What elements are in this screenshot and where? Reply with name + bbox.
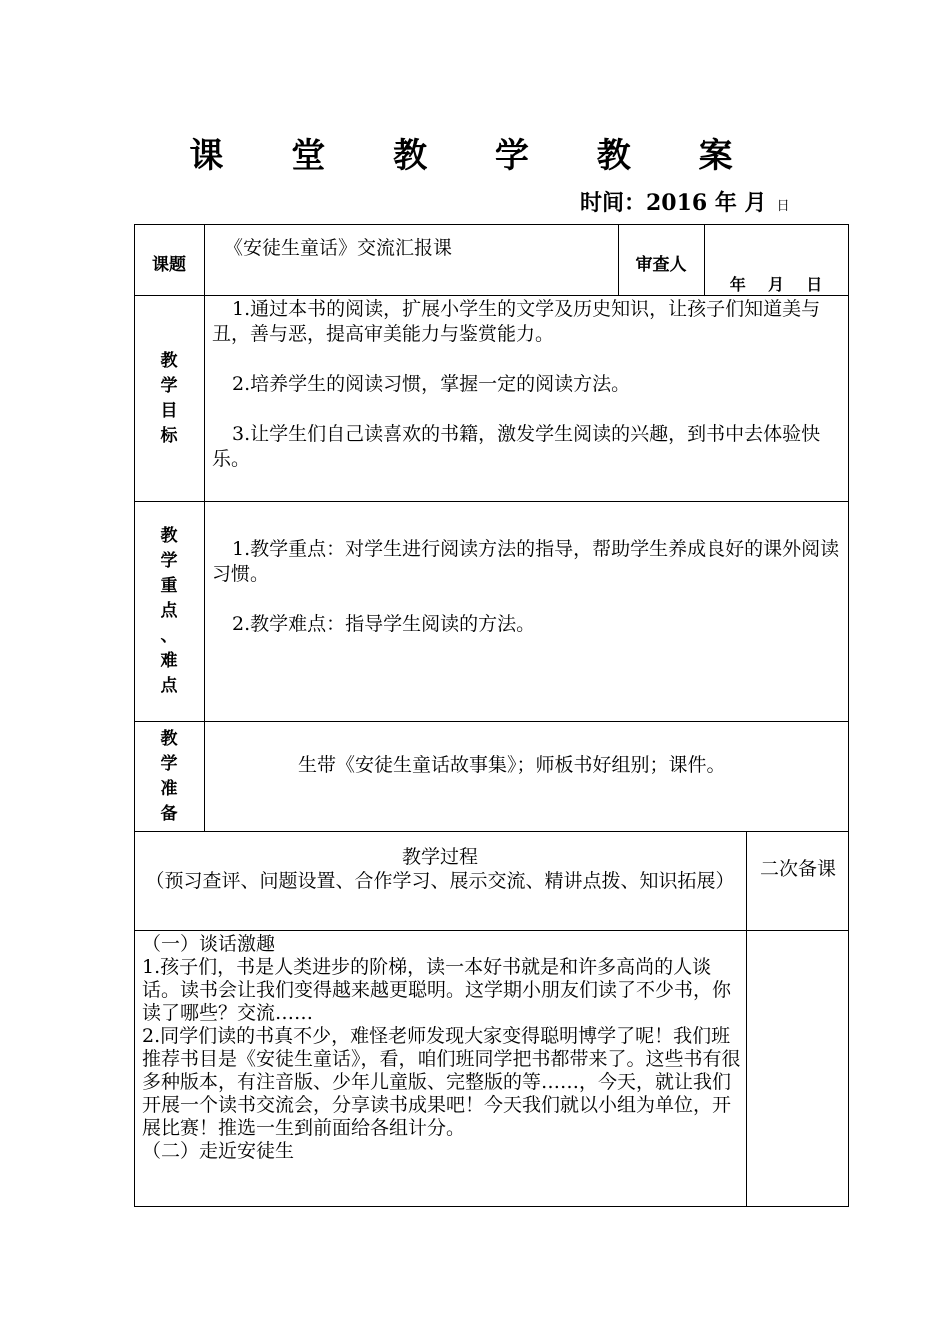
prep-text: 生带《安徒生童话故事集》；师板书好组别；课件。 [298,754,726,776]
goals-label-char: 标 [160,426,178,446]
row-divider [134,501,849,502]
prep-label-char: 备 [160,804,178,824]
table-border-bottom [134,1206,849,1207]
review-date: 年 月 日 [729,275,823,294]
row-divider [134,930,849,931]
keypoint-item: 1.教学重点：对学生进行阅读方法的指导，帮助学生养成良好的课外阅读习惯。 [212,538,840,585]
second-prep-label: 二次备课 [760,858,837,880]
process-line: 1.孩子们，书是人类进步的阶梯，读一本好书就是和许多高尚的人谈话。读书会让我们变得越来越更聪明。这学期小朋友们读了不少书，你读了哪些？交流…… [142,956,732,1024]
keypoints-label-char: 教 [160,526,178,546]
keypoint-item: 2.教学难点：指导学生阅读的方法。 [232,613,536,635]
process-line: （二）走近安徒生 [142,1140,295,1162]
keypoints-label-char: 学 [160,551,178,571]
process-title [138,845,742,893]
goals-label [134,349,204,449]
process-line: 2.同学们读的书真不少，难怪老师发现大家变得聪明博学了呢！我们班推荐书目是《安徒生童话》，看，咱们班同学把书都带来了。这些书有很多种版本，有注音版、少年儿童版、完整版的等……，今天，就让我们开展一个读书交流会，分享读书成果吧！今天我们就以小组为单位，开展比赛！推选一生到前面给各组计分。 [142,1025,741,1139]
label-column-divider [204,224,205,832]
topic-label: 课题 [152,255,186,275]
keypoints-content [212,537,842,637]
keypoints-label-char: 点 [160,676,178,696]
goal-item: 3.让学生们自己读喜欢的书籍，激发学生阅读的兴趣，到书中去体验快乐。 [212,423,821,470]
prep-label-char: 准 [160,779,178,799]
date-line [580,186,790,217]
table-border-right [848,224,849,1207]
table-border-top [134,224,849,225]
process-line: （一）谈话激趣 [142,933,276,955]
goals-content [212,297,842,472]
keypoints-label-char: 难 [160,651,178,671]
keypoints-label-char: 、 [160,626,178,646]
goals-label-char: 目 [160,401,178,421]
process-title-line2: （预习查评、问题设置、合作学习、展示交流、精讲点拨、知识拓展） [145,870,735,892]
date-day: 日 [776,199,790,214]
row-divider [134,295,849,296]
keypoints-label-char: 重 [160,576,178,596]
goal-item: 1.通过本书的阅读，扩展小学生的文学及历史知识，让孩子们知道美与丑，善与恶，提高审美能力与鉴赏能力。 [212,298,821,345]
keypoints-label-char: 点 [160,601,178,621]
goal-item: 2.培养学生的阅读习惯，掌握一定的阅读方法。 [232,373,631,395]
reviewer-label: 审查人 [635,255,687,275]
prep-label [134,727,204,827]
process-content [142,933,742,1163]
topic-value: 《安徒生童话》交流汇报课 [224,237,453,259]
goals-label-char: 教 [160,351,178,371]
keypoints-label [134,524,204,699]
row-divider [134,721,849,722]
page-title: 课 堂 教 学 教 案 [189,136,761,176]
goals-label-char: 学 [160,376,178,396]
date-label: 时间：2016 年 月 [580,190,767,216]
prep-label-char: 学 [160,754,178,774]
row-divider [134,831,849,832]
prep-label-char: 教 [160,729,178,749]
process-title-line1: 教学过程 [401,846,478,868]
second-prep-divider [746,831,747,1207]
